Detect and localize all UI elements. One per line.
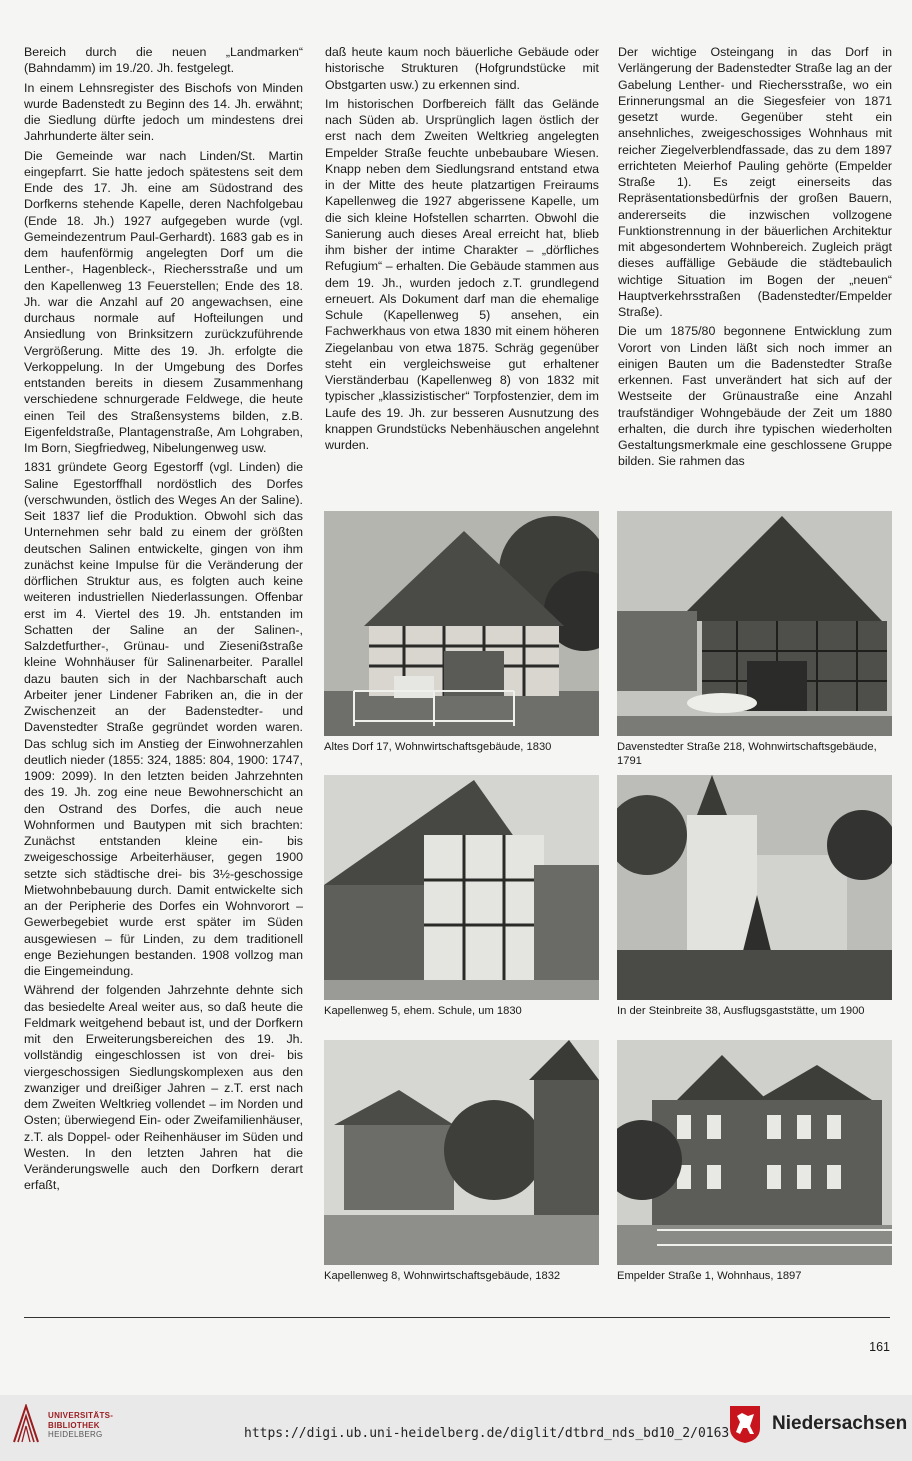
ub-heidelberg-wordmark[interactable] xyxy=(48,1411,113,1440)
niedersachsen-horse-icon[interactable] xyxy=(728,1404,762,1444)
photo-empelder-strasse-1 xyxy=(617,1040,892,1265)
photo-caption: Kapellenweg 8, Wohnwirtschaftsgebäude, 1832 xyxy=(324,1270,561,1282)
photo-altes-dorf-17 xyxy=(324,511,599,736)
photo-kapellenweg-5 xyxy=(324,775,599,1000)
text-column-3 xyxy=(618,44,892,473)
photo-caption: Altes Dorf 17, Wohnwirtschaftsgebäude, 1830 xyxy=(324,741,552,753)
photo-in-der-steinbreite-38 xyxy=(617,775,892,1000)
paragraph: Während der folgenden Jahrzehnte dehnte sich das besiedelte Areal weiter aus, so daß heute die Feldmark weitgehend bebaut ist, und der Dorfkern mit den Erweiterungsbereichen des 19. Jh. vollständig eingeschlossen ist von drei- bis viergeschossigen Siedlungskomplexen aus den zwanziger und dreißiger Jahren – z.T. erst nach dem Zweiten Weltkrieg vollendet – im Norden und Osten; überwiegend Ein- oder Zweifamilienhäuser, z.T. als Doppel- oder Reihenhäuser im Süden und Westen. In den letzten Jahren hat die Veränderungswelle auch den Dorfkern derart erfaßt, xyxy=(24,983,303,1193)
photo-caption: Davenstedter Straße 218, Wohnwirtschaftsgebäude, 1791 xyxy=(617,741,877,767)
niedersachsen-wordmark[interactable]: Niedersachsen xyxy=(772,1413,908,1434)
photo-caption: Empelder Straße 1, Wohnhaus, 1897 xyxy=(617,1270,802,1282)
paragraph: 1831 gründete Georg Egestorff (vgl. Linden) die Saline Egestorffhall nordöstlich des Dorfes (verschwunden, östlich des Weges An der Saline). Seit 1837 lief die Produktion. Obwohl sich das Unternehmen sehr bald zu einem der größten deutschen Salinen entwickelte, gingen von ihm zunächst keine Impulse für die Veränderung der dörflichen Struktur aus, es folgten auch keine weiteren industriellen Niederlassungen. Offenbar erst im 4. Viertel des 19. Jh. entstanden im Schatten der Saline an der Salinen-, Salzdetfurther-, Grünau- und Zieseniẞstraße kleine Wohnhäuser für Salinenarbeiter. Parallel dazu bauten sich in der Nachbarschaft auch Arbeiter jener Lindener Fabriken an, die in der Zwischenzeit an der Badenstedter- und Davenstedter Straße gegründet worden waren. Das schlug sich im Anstieg der Einwohnerzahlen deutlich nieder (1855: 324, 1885: 804, 1900: 1747, 1909: 2099). In den letzten beiden Jahrzehnten des 19. Jh. zog eine neue Bewohnerschicht an den Ostrand des Dorfes, die auch neue Wohnformen und Bautypen mit sich brachten: Zunächst entstanden kleine ein- bis zweigeschossige Arbeiterhäuser, gegen 1900 setzte sich städtische drei- bis 3½-geschossige Mietwohnbebauung durch. Damit entwickelte sich an der Peripherie des Dorfes ein Wohnvorort – Gewerbegebiet wurde erst später im Süden ausgewiesen – für Linden, zu dem traditionell enge Beziehungen bestanden. 1908 vollzog man die Eingemeindung. xyxy=(24,460,303,978)
library-line: HEIDELBERG xyxy=(48,1430,103,1439)
paragraph: In einem Lehnsregister des Bischofs von Minden wurde Badenstedt zu Beginn des 14. Jh. erwähnt; die Siedlung dürfte jedoch um mindestens drei Jahrhunderte älter sein. xyxy=(24,80,303,144)
document-url-link[interactable]: https://digi.ub.uni-heidelberg.de/diglit/dtbrd_nds_bd10_2/0163 xyxy=(244,1426,730,1441)
library-line: UNIVERSITÄTS- xyxy=(48,1411,114,1420)
paragraph: Bereich durch die neuen „Landmarken“ (Bahndamm) im 19./20. Jh. festgelegt. xyxy=(24,45,303,76)
paragraph: Die Gemeinde war nach Linden/St. Martin eingepfarrt. Sie hatte jedoch spätestens seit dem Ende des 17. Jh. eine am Südostrand des Dorfkerns stehende Kapelle, deren Nachfolgebau (Ende 18. Jh.) 1927 aufgegeben wurde (vgl. Gemeindezentrum Paul-Gerhardt). 1683 gab es in dem haufenförmig angelegten Dorf um die Lenther-, Hagenbleck-, Riechersstraße und um den Kapellenweg 13 Feuerstellen; Ende des 18. Jh. war die Anzahl auf 20 angewachsen, eine durchaus normale auf Hofteilungen und Ansiedlung von Brinksitzern zurückzuführende Vergrößerung. Mitte des 19. Jh. erfolgte die Verkoppelung. In der Umgebung des Dorfes entstanden bereits in diesem Zusammenhang verschiedene schnurgerade Feldwege, die heute einen Teil des Straßensystems bilden, z.B. Eigenfeldstraße, Plantagenstraße, Am Lohgraben, Im Born, Siegfriedweg, Nibelungenweg usw. xyxy=(24,148,303,455)
photo-caption: Kapellenweg 5, ehem. Schule, um 1830 xyxy=(324,1005,522,1017)
footer-rule xyxy=(24,1317,890,1318)
photo-kapellenweg-8 xyxy=(324,1040,599,1265)
paragraph: Im historischen Dorfbereich fällt das Gelände nach Süden ab. Ursprünglich lagen östlich der erst nach dem Zweiten Weltkrieg angelegten Empelder Straße feuchte unbebaubare Wiesen. Knapp neben dem Siedlungsrand entstand etwa in der Mitte des heute platzartigen Freiraums Kapellenweg die 1927 abgerissene Kapelle, um die sich kleine Hofstellen scharrten. Obwohl die Sanierung auch dieses Areal erreicht hat, blieb ihm bisher der intime Charakter – „dörfliches Refugium“ – erhalten. Die Gebäude stammen aus dem 19. Jh., wurden jedoch z.T. grundlegend erneuert. Als Dokument darf man die ehemalige Schule (Kapellenweg 5) ansehen, ein Fachwerkhaus von etwa 1830 mit einem höheren Ziegelanbau von etwa 1875. Schräg gegenüber steht ein vergleichsweise gut erhaltener Vierständerbau (Kapellenweg 8) von 1832 mit typischer „klassizistischer“ Torpfostenzier, dem im Laufe des 19. Jh. zur besseren Ausnutzung des knappen Grundstücks Nebenhäuschen angelehnt wurden. xyxy=(325,96,599,452)
paragraph: Der wichtige Osteingang in das Dorf in Verlängerung der Badenstedter Straße lag an der Gabelung Lenther- und Riechersstraße, wo ein Erinnerungsmal an die Siegesfeier von 1871 gesetzt wurde. Gegenüber steht ein ansehnliches, zweigeschossiges Wohnhaus mit reicher Ziegelverblendfassade, das zu dem 1897 errichteten Meierhof Pauling gehörte (Empelder Straße 1). Es zeigt einerseits das Repräsentationsbedürfnis der großen Bauern, andererseits die inzwischen vollzogene Funktionstrennung in der bäuerlichen Architektur mit abgesondertem Wohnbereich. Zugleich prägt dieses auffällige Gebäude die städtebaulich wichtige Situation im Bogen der „neuen“ Hauptverkehrsstraßen (Badenstedter/Empelder Straße). xyxy=(618,45,892,319)
paragraph: Die um 1875/80 begonnene Entwicklung zum Vorort von Linden läßt sich noch immer an einigen Bauten um die Badenstedter Straße erkennen. Fast unverändert hat sich auf der Westseite der Grünaustraße eine Anzahl traufständiger Wohngebäude der Zeit um 1880 erhalten, die durch ihre typischen wiederholten Gestaltungsmerkmale eine geschlossene Gruppe bilden. Sie rahmen das xyxy=(618,324,892,469)
photo-caption: In der Steinbreite 38, Ausflugsgaststätte, um 1900 xyxy=(617,1005,865,1017)
text-column-1 xyxy=(24,44,303,1197)
ub-heidelberg-logo-icon[interactable] xyxy=(12,1404,40,1444)
library-line: BIBLIOTHEK xyxy=(48,1420,100,1430)
photo-davenstedter-strasse-218 xyxy=(617,511,892,736)
paragraph: daß heute kaum noch bäuerliche Gebäude oder historische Strukturen (Hofgrundstücke mit Obstgarten usw.) zu erkennen sind. xyxy=(325,45,599,92)
page-number: 161 xyxy=(869,1340,890,1354)
text-column-2 xyxy=(325,44,599,456)
